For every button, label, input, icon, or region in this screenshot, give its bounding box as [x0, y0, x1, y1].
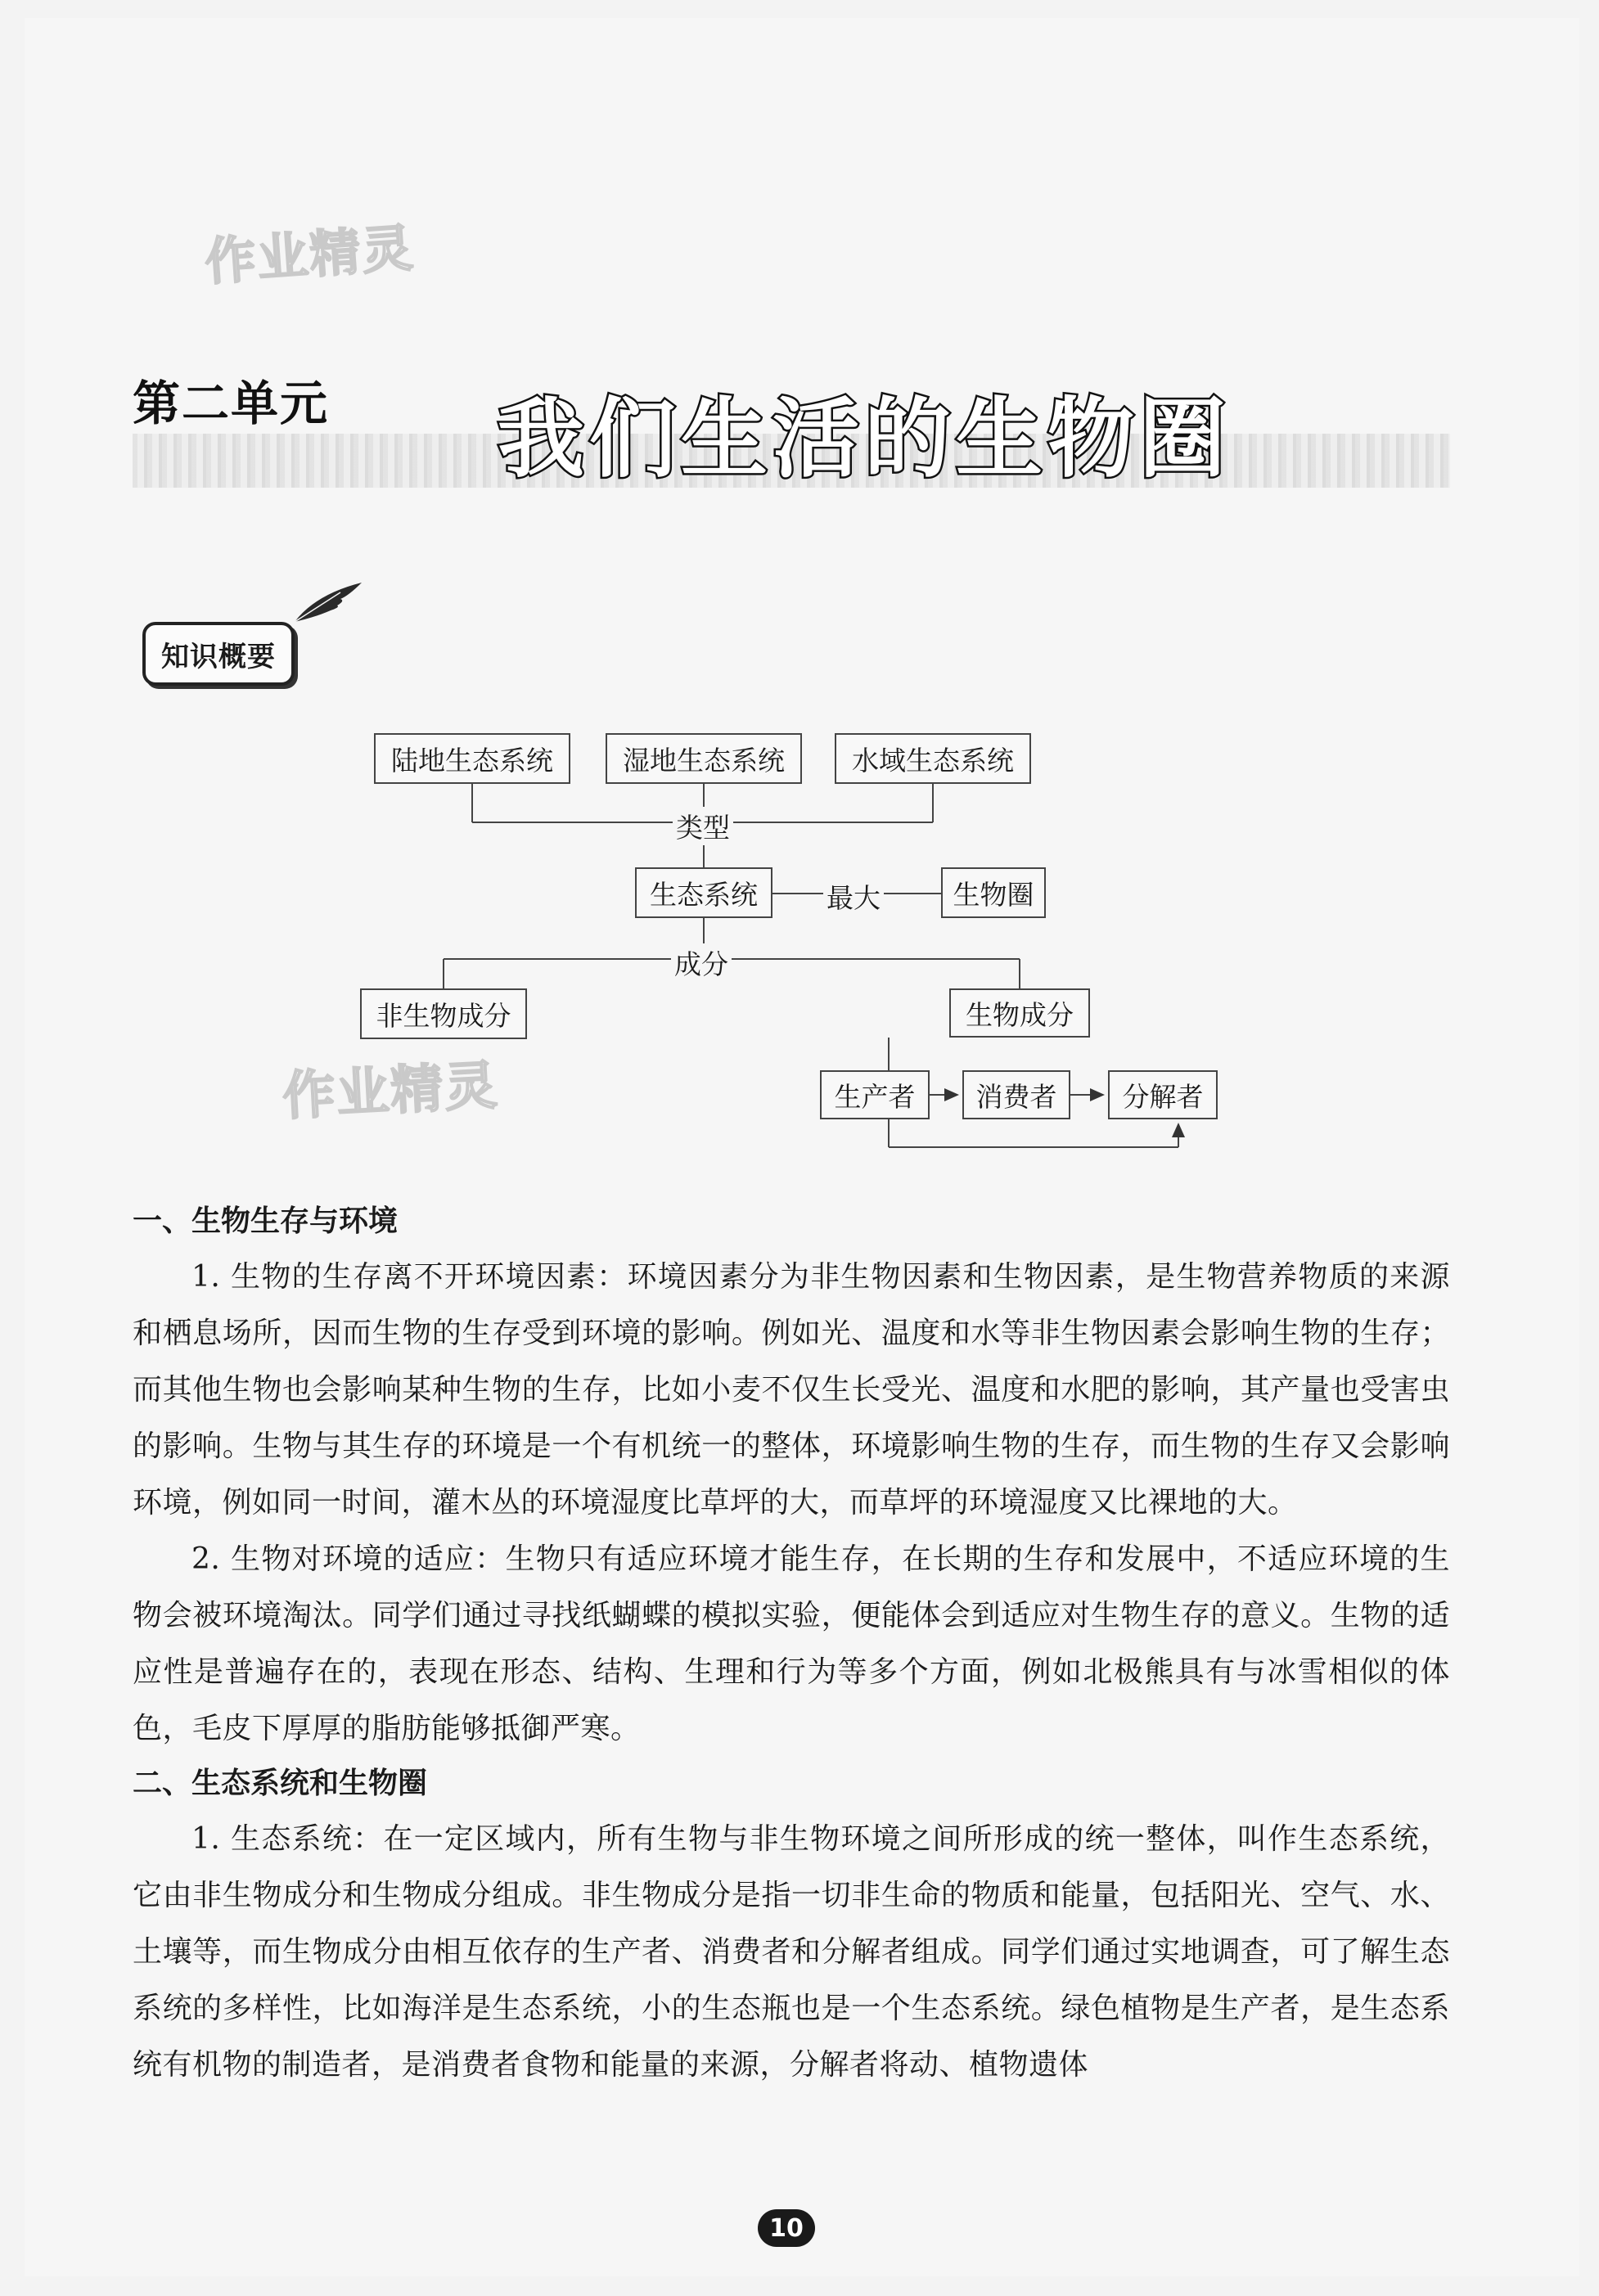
node-biosphere: 生物圈	[941, 867, 1046, 918]
node-water-ecosystem: 水域生态系统	[835, 733, 1031, 784]
node-biotic-components: 生物成分	[949, 988, 1090, 1038]
body-text	[133, 1195, 1450, 2093]
label-largest: 最大	[823, 877, 884, 916]
section-heading: 一、生物生存与环境	[133, 1204, 399, 1238]
paragraph: 1. 生物的生存离不开环境因素：环境因素分为非生物因素和生物因素，是生物营养物质的来源和栖息场所，因而生物的生存受到环境的影响。例如光、温度和水等非生物因素会影响生物的生存；而其他生物也会影响某种生物的生存，比如小麦不仅生长受光、温度和水肥的影响，其产量也受害虫的影响。生物与其生存的环境是一个有机统一的整体，环境影响生物的生存，而生物的生存又会影响环境，例如同一时间，灌木丛的环境湿度比草坪的大，而草坪的环境湿度又比裸地的大。	[133, 1260, 1450, 1519]
node-abiotic-components: 非生物成分	[360, 988, 527, 1039]
node-consumer: 消费者	[962, 1070, 1070, 1119]
node-ecosystem: 生态系统	[635, 867, 772, 918]
paragraph: 1. 生态系统：在一定区域内，所有生物与非生物环境之间所形成的统一整体，叫作生态系统，它由非生物成分和生物成分组成。非生物成分是指一切非生命的物质和能量，包括阳光、空气、水、土壤等，而生物成分由相互依存的生产者、消费者和分解者组成。同学们通过实地调查，可了解生态系统的多样性，比如海洋是生态系统，小的生态瓶也是一个生态系统。绿色植物是生产者，是生态系统有机物的制造者，是消费者食物和能量的来源，分解者将动、植物遗体	[133, 1822, 1450, 2082]
page-number: 10	[758, 2209, 815, 2247]
section-heading: 二、生态系统和生物圈	[133, 1767, 428, 1800]
paragraph: 2. 生物对环境的适应：生物只有适应环境才能生存，在长期的生存和发展中，不适应环境的生物会被环境淘汰。同学们通过寻找纸蝴蝶的模拟实验，便能体会到适应对生物生存的意义。生物的适应性是普遍存在的，表现在形态、结构、生理和行为等多个方面，例如北极熊具有与冰雪相似的体色，毛皮下厚厚的脂肪能够抵御严寒。	[133, 1542, 1450, 1745]
node-land-ecosystem: 陆地生态系统	[374, 733, 570, 784]
label-types: 类型	[673, 807, 733, 845]
watermark: 作业精灵	[203, 218, 417, 292]
unit-label: 第二单元	[133, 376, 330, 431]
node-wetland-ecosystem: 湿地生态系统	[606, 733, 802, 784]
knowledge-summary-badge: 知识概要	[142, 622, 295, 686]
node-producer: 生产者	[820, 1070, 930, 1119]
unit-title: 我们生活的生物圈	[498, 389, 1231, 489]
node-decomposer: 分解者	[1108, 1070, 1218, 1119]
label-components: 成分	[671, 943, 732, 982]
watermark: 作业精灵	[281, 1056, 501, 1128]
